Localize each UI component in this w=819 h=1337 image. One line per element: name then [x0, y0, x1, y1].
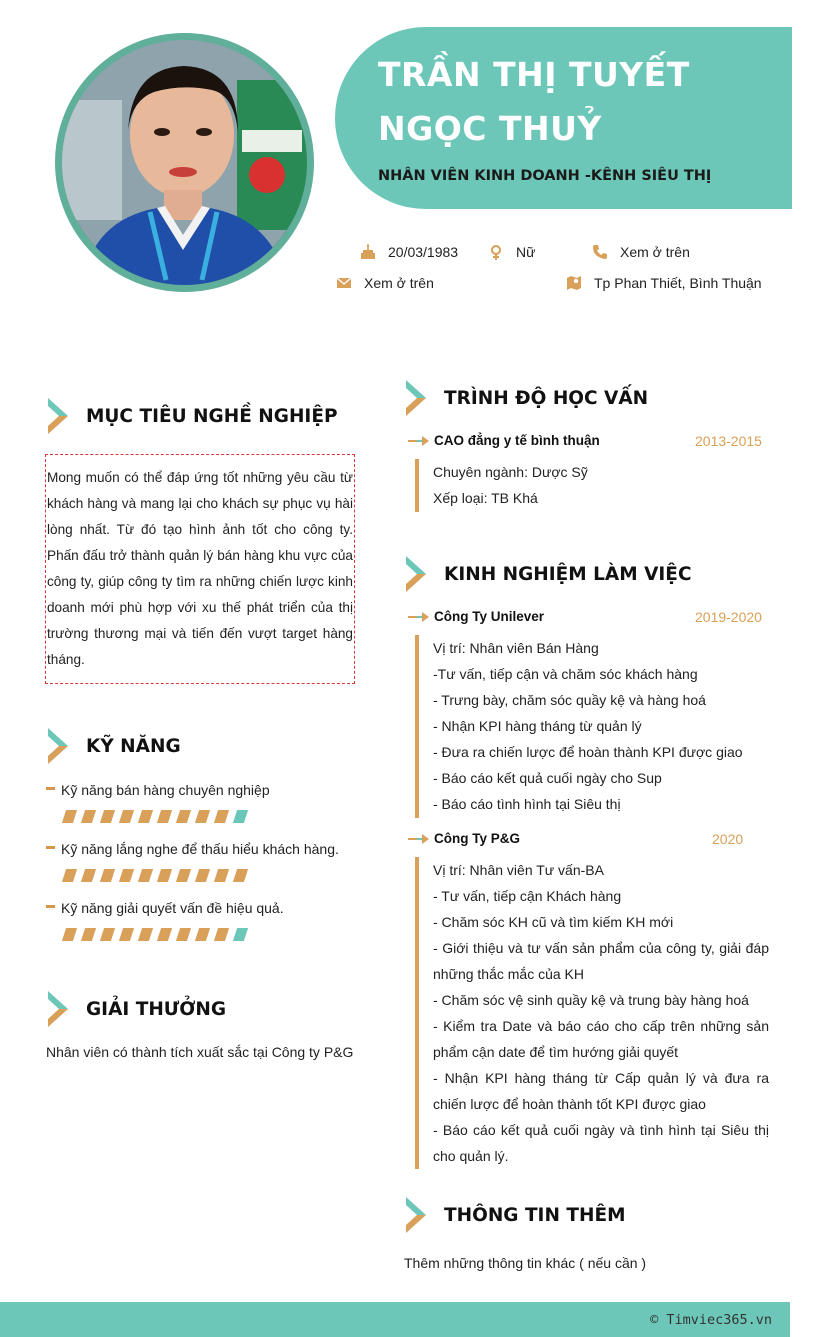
section-title: THÔNG TIN THÊM — [444, 1204, 626, 1226]
bar-segment — [138, 928, 153, 941]
avatar — [55, 33, 314, 292]
bar-segment — [81, 928, 96, 941]
bar-segment — [157, 928, 172, 941]
bar-segment — [195, 928, 210, 941]
detail-line: - Chăm sóc KH cũ và tìm kiếm KH mới — [433, 914, 674, 930]
section-skills-header — [46, 726, 181, 766]
detail-line: - Báo cáo tình hình tại Siêu thị — [433, 796, 621, 812]
section-awards-header — [46, 989, 226, 1029]
dash-marker — [46, 846, 55, 849]
skill-item — [46, 841, 339, 857]
map-location-icon — [566, 275, 582, 291]
profile-photo — [62, 40, 307, 285]
info-phone — [592, 244, 690, 260]
phone-value: Xem ở trên — [620, 244, 690, 260]
footer-bar — [0, 1302, 790, 1337]
detail-line: -Tư vấn, tiếp cận và chăm sóc khách hàng — [433, 666, 698, 682]
dash-marker — [46, 905, 55, 908]
extra-text: Thêm những thông tin khác ( nếu cần ) — [404, 1255, 647, 1271]
chevron-arrow-icon — [46, 726, 74, 766]
section-objective-header — [46, 396, 338, 436]
detail-line: Xếp loại: TB Khá — [433, 490, 538, 506]
bar-segment — [176, 869, 191, 882]
info-address — [566, 275, 762, 291]
detail-line: - Giới thiệu và tư vấn sản phẩm của công ty, giải đáp những thắc mắc của KH — [433, 940, 769, 982]
bar-segment — [138, 869, 153, 882]
bar-segment — [119, 869, 134, 882]
arrow-right-icon — [408, 436, 429, 446]
detail-line: Vị trí: Nhân viên Bán Hàng — [433, 640, 599, 656]
skill-level-bar — [64, 869, 254, 882]
section-title: KINH NGHIỆM LÀM VIỆC — [444, 563, 692, 585]
detail-line: - Báo cáo kết quả cuối ngày và tình hình tại Siêu thị cho quản lý. — [433, 1122, 769, 1164]
bar-segment — [100, 928, 115, 941]
detail-line: - Kiểm tra Date và báo cáo cho cấp trên những sản phẩm cận date để tìm hướng giải quyết — [433, 1018, 769, 1060]
skill-item — [46, 900, 284, 916]
section-education-header — [404, 378, 648, 418]
education-years: 2013-2015 — [695, 433, 762, 449]
bar-segment — [214, 928, 229, 941]
company-name: Công Ty P&G — [434, 831, 520, 846]
timeline-line — [415, 635, 419, 818]
detail-line: Chuyên ngành: Dược Sỹ — [433, 464, 588, 480]
skill-level-bar — [64, 928, 254, 941]
gender-icon — [488, 244, 504, 260]
section-experience-header — [404, 554, 692, 594]
school-name: CAO đẳng y tế bình thuận — [434, 433, 600, 448]
timeline-line — [415, 857, 419, 1169]
detail-line: - Chăm sóc vệ sinh quầy kệ và trung bày hàng hoá — [433, 992, 749, 1008]
objective-text: Mong muốn có thể đáp ứng tốt những yêu cầu từ khách hàng và mang lại cho khách sự phục vụ hài lòng nhất. Từ đó tạo hình ảnh tốt cho công ty. Phấn đấu trở thành quản lý bán hàng khu vực của công ty, giúp công ty tìm ra những chiến lược kinh doanh mới phù hợp với xu thế phát triển của thị trường thương mại và tiến đến vượt target hàng tháng. — [47, 470, 353, 667]
job-title: NHÂN VIÊN KINH DOANH -KÊNH SIÊU THỊ — [378, 168, 712, 184]
job-details — [433, 635, 769, 817]
arrow-right-icon — [408, 612, 429, 622]
objective-box — [45, 454, 355, 684]
bar-segment — [138, 810, 153, 823]
bar-segment — [195, 810, 210, 823]
education-details — [433, 459, 769, 511]
section-extra-header — [404, 1195, 626, 1235]
bar-segment — [233, 810, 248, 823]
chevron-arrow-icon — [404, 378, 432, 418]
section-title: TRÌNH ĐỘ HỌC VẤN — [444, 387, 649, 409]
chevron-arrow-icon — [404, 1195, 432, 1235]
timeline-line — [415, 459, 419, 512]
chevron-arrow-icon — [46, 396, 74, 436]
bar-segment — [119, 810, 134, 823]
bar-segment — [233, 869, 248, 882]
arrow-right-icon — [408, 834, 429, 844]
detail-line: - Tư vấn, tiếp cận Khách hàng — [433, 888, 622, 904]
section-title: GIẢI THƯỞNG — [86, 998, 227, 1020]
footer-copyright: © Timviec365.vn — [650, 1312, 772, 1328]
bar-segment — [195, 869, 210, 882]
company-name: Công Ty Unilever — [434, 609, 545, 624]
detail-line: - Báo cáo kết quả cuối ngày cho Sup — [433, 770, 662, 786]
email-value: Xem ở trên — [364, 275, 434, 291]
education-entry-header — [408, 433, 600, 448]
award-text: Nhân viên có thành tích xuất sắc tại Công ty P&G — [46, 1044, 354, 1060]
job-entry-header — [408, 831, 520, 846]
skill-label: Kỹ năng lắng nghe để thấu hiểu khách hàng. — [61, 841, 339, 857]
job-years: 2019-2020 — [695, 609, 762, 625]
info-gender — [488, 244, 535, 260]
candidate-name: TRẦN THỊ TUYẾT NGỌC THUỶ — [378, 55, 690, 148]
job-years: 2020 — [712, 831, 744, 847]
bar-segment — [81, 810, 96, 823]
info-email — [336, 275, 434, 291]
bar-segment — [157, 869, 172, 882]
job-details — [433, 857, 769, 1169]
detail-line: - Trưng bày, chăm sóc quầy kệ và hàng hoá — [433, 692, 706, 708]
bar-segment — [100, 869, 115, 882]
job-entry-header — [408, 609, 544, 624]
bar-segment — [81, 869, 96, 882]
info-birthday — [360, 244, 458, 260]
bar-segment — [62, 928, 77, 941]
dash-marker — [46, 787, 55, 790]
detail-line: - Nhận KPI hàng tháng từ quản lý — [433, 718, 642, 734]
birthday-cake-icon — [360, 244, 376, 260]
bar-segment — [214, 869, 229, 882]
section-title: KỸ NĂNG — [86, 735, 181, 757]
detail-line: Vị trí: Nhân viên Tư vấn-BA — [433, 862, 604, 878]
detail-line: - Nhận KPI hàng tháng từ Cấp quản lý và đưa ra chiến lược để hoàn thành tốt KPI được giao — [433, 1070, 769, 1112]
phone-icon — [592, 244, 608, 260]
chevron-arrow-icon — [404, 554, 432, 594]
bar-segment — [100, 810, 115, 823]
skill-level-bar — [64, 810, 254, 823]
bar-segment — [62, 869, 77, 882]
bar-segment — [176, 928, 191, 941]
bar-segment — [214, 810, 229, 823]
bar-segment — [233, 928, 248, 941]
chevron-arrow-icon — [46, 989, 74, 1029]
detail-line: - Đưa ra chiến lược để hoàn thành KPI được giao — [433, 744, 743, 760]
bar-segment — [157, 810, 172, 823]
skill-label: Kỹ năng bán hàng chuyên nghiệp — [61, 782, 270, 798]
address-value: Tp Phan Thiết, Bình Thuận — [594, 275, 762, 291]
skill-item — [46, 782, 270, 798]
skill-label: Kỹ năng giải quyết vấn đề hiệu quả. — [61, 900, 284, 916]
gender-value: Nữ — [516, 244, 536, 260]
bar-segment — [62, 810, 77, 823]
birthday-value: 20/03/1983 — [388, 244, 459, 260]
section-title: MỤC TIÊU NGHỀ NGHIỆP — [86, 405, 338, 427]
email-icon — [336, 275, 352, 291]
bar-segment — [119, 928, 134, 941]
bar-segment — [176, 810, 191, 823]
